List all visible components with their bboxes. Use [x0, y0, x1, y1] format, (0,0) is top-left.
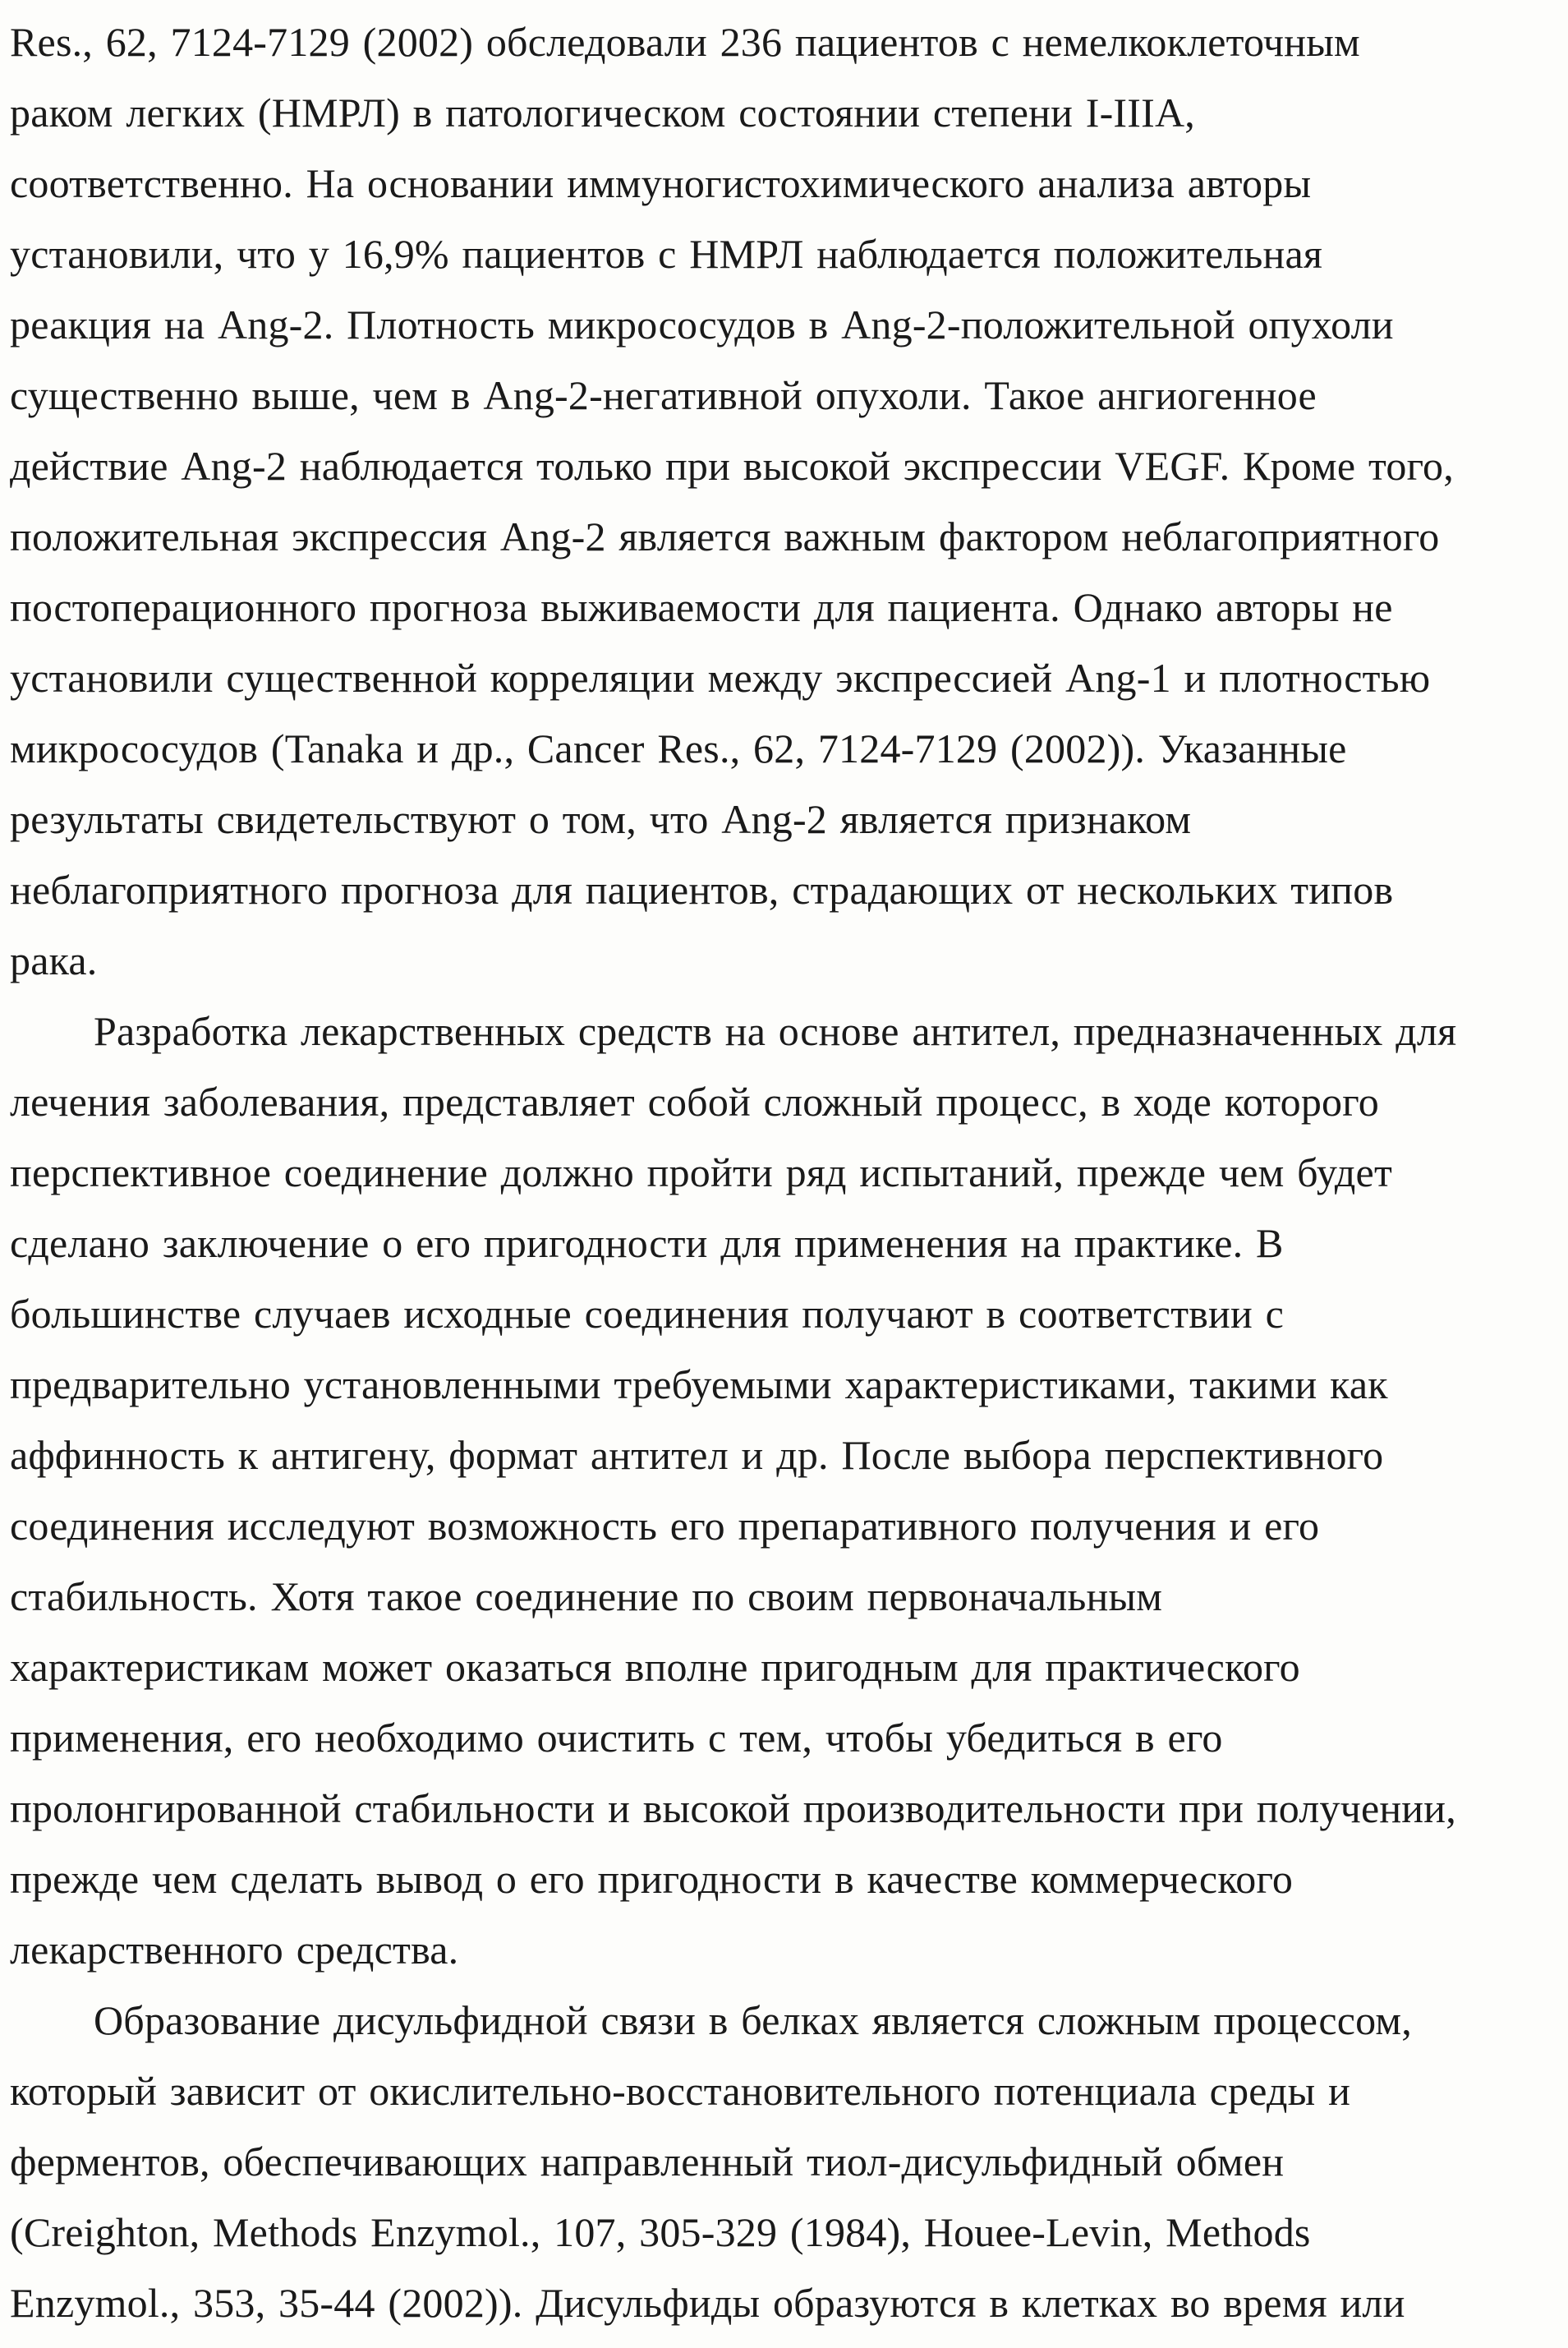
text-line: применения, его необходимо очистить с тем, чтобы убедиться в его [10, 1715, 1223, 1761]
text-line: соединения исследуют возможность его препаративного получения и его [10, 1503, 1320, 1549]
text-line: рака. [10, 937, 98, 983]
text-line: который зависит от окислительно-восстановительного потенциала среды и [10, 2068, 1351, 2114]
text-line: микрососудов (Tanaka и др., Cancer Res., 62, 7124-7129 (2002)). Указанные [10, 725, 1347, 771]
text-line: неблагоприятного прогноза для пациентов, страдающих от нескольких типов [10, 867, 1394, 913]
text-line: ферментов, обеспечивающих направленный тиол-дисульфидный обмен [10, 2139, 1285, 2185]
text-line: Образование дисульфидной связи в белках является сложным процессом, [94, 1997, 1412, 2043]
text-line: лечения заболевания, представляет собой сложный процесс, в ходе которого [10, 1079, 1379, 1125]
text-line: существенно выше, чем в Ang-2-негативной опухоли. Такое ангиогенное [10, 372, 1317, 418]
text-line: перспективное соединение должно пройти ряд испытаний, прежде чем будет [10, 1149, 1392, 1195]
text-line: Res., 62, 7124-7129 (2002) обследовали 236 пациентов с немелкоклеточным [10, 19, 1360, 65]
text-line: большинстве случаев исходные соединения получают в соответствии с [10, 1291, 1285, 1337]
text-line: (Creighton, Methods Enzymol., 107, 305-329 (1984), Houee-Levin, Methods [10, 2209, 1311, 2255]
text-line: предварительно установленными требуемыми характеристиками, такими как [10, 1361, 1388, 1407]
text-line: характеристикам может оказаться вполне пригодным для практического [10, 1644, 1300, 1690]
text-line: установили, что у 16,9% пациентов с НМРЛ наблюдается положительная [10, 231, 1323, 277]
text-line: положительная экспрессия Ang-2 является важным фактором неблагоприятного [10, 513, 1440, 559]
text-line: действие Ang-2 наблюдается только при высокой экспрессии VEGF. Кроме того, [10, 443, 1454, 489]
text-line: соответственно. На основании иммуногистохимического анализа авторы [10, 160, 1312, 206]
text-line: Enzymol., 353, 35-44 (2002)). Дисульфиды образуются в клетках во время или [10, 2280, 1405, 2326]
text-line: лекарственного средства. [10, 1927, 459, 1973]
text-line: раком легких (НМРЛ) в патологическом состоянии степени I-IIIA, [10, 90, 1195, 136]
text-line: стабильность. Хотя такое соединение по своим первоначальным [10, 1573, 1163, 1619]
text-line: постоперационного прогноза выживаемости для пациента. Однако авторы не [10, 584, 1393, 630]
text-line: пролонгированной стабильности и высокой производительности при получении, [10, 1785, 1456, 1831]
text-line: реакция на Ang-2. Плотность микрососудов в Ang-2-положительной опухоли [10, 302, 1394, 348]
text-line: аффинность к антигену, формат антител и др. После выбора перспективного [10, 1432, 1384, 1478]
text-line: Разработка лекарственных средств на основе антител, предназначенных для [94, 1008, 1457, 1054]
text-line: результаты свидетельствуют о том, что Ang-2 является признаком [10, 796, 1192, 842]
text-line: установили существенной корреляции между экспрессией Ang-1 и плотностью [10, 655, 1431, 701]
text-line: прежде чем сделать вывод о его пригодности в качестве коммерческого [10, 1856, 1294, 1902]
text-line: сделано заключение о его пригодности для применения на практике. В [10, 1220, 1284, 1266]
